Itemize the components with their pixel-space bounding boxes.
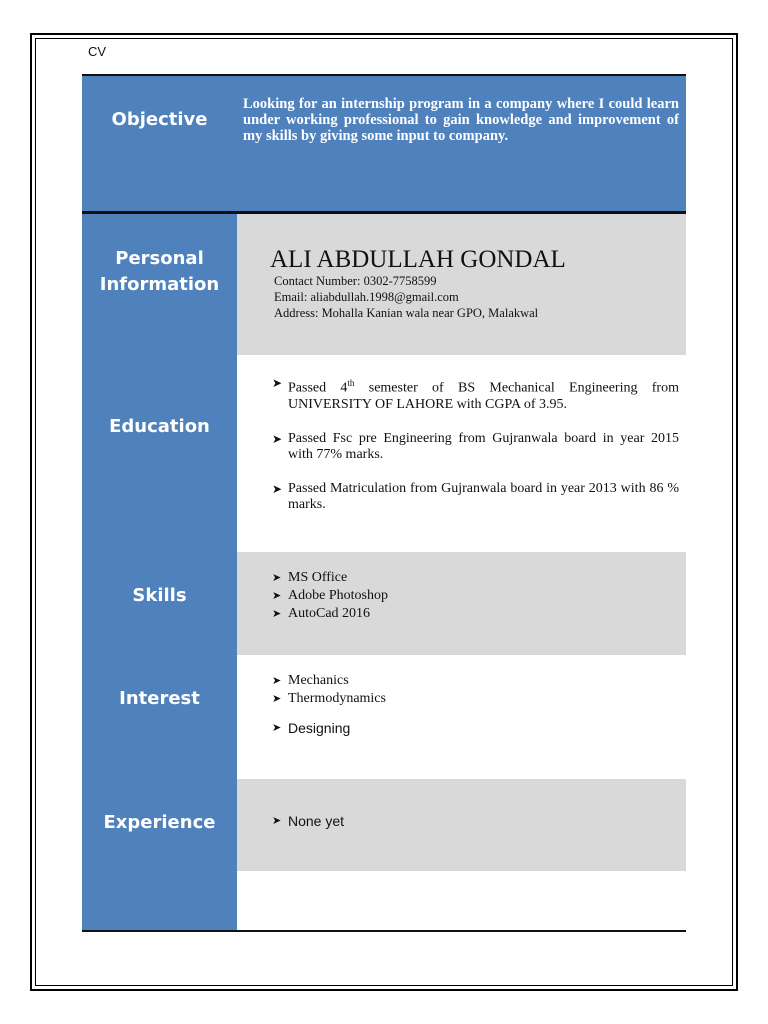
experience-heading: Experience (103, 812, 216, 833)
arrowhead-bullet-icon: ➤ (272, 721, 282, 734)
arrowhead-bullet-icon: ➤ (272, 607, 282, 620)
cv-label: CV (88, 44, 107, 59)
skills-heading: Skills (132, 585, 187, 606)
interest-item: ➤ Mechanics (272, 673, 349, 688)
experience-item: ➤ None yet (272, 813, 345, 829)
skill-item: ➤ MS Office (272, 570, 348, 585)
personal-info-heading-line1: Personal (115, 248, 204, 269)
objective-heading: Objective (111, 109, 208, 130)
skill-item: ➤ AutoCad 2016 (272, 606, 371, 621)
education-heading: Education (109, 416, 210, 437)
interest-list (272, 672, 386, 708)
education-item: ➤ Passed 4th semester of BS Mechanical Engineering from UNIVERSITY OF LAHORE with CGPA of 3.95. (272, 376, 679, 412)
arrowhead-bullet-icon: ➤ (272, 376, 283, 390)
interest-heading: Interest (119, 688, 200, 709)
education-item: ➤ Passed Matriculation from Gujranwala board in year 2013 with 86 % marks. (272, 480, 679, 512)
arrowhead-bullet-icon: ➤ (272, 431, 283, 446)
personal-info-heading (82, 246, 237, 298)
full-name: ALI ABDULLAH GONDAL (270, 246, 566, 273)
contact-number: Contact Number: 0302-7758599 (274, 274, 437, 288)
arrowhead-bullet-icon: ➤ (272, 814, 282, 827)
arrowhead-bullet-icon: ➤ (272, 481, 283, 496)
address-line: Address: Mohalla Kanian wala near GPO, Malakwal (274, 306, 539, 320)
interest-item: ➤ Thermodynamics (272, 691, 386, 706)
personal-info-heading-line2: Information (99, 274, 220, 295)
email-line: Email: aliabdullah.1998@gmail.com (274, 290, 459, 304)
arrowhead-bullet-icon: ➤ (272, 674, 282, 687)
arrowhead-bullet-icon: ➤ (272, 571, 282, 584)
arrowhead-bullet-icon: ➤ (272, 589, 282, 602)
education-list (272, 375, 679, 531)
bottom-rule (82, 930, 686, 932)
education-item: ➤ Passed Fsc pre Engineering from Gujranwala board in year 2015 with 77% marks. (272, 430, 679, 462)
interest-item: ➤ Designing (272, 720, 351, 736)
arrowhead-bullet-icon: ➤ (272, 692, 282, 705)
objective-text: Looking for an internship program in a company where I could learn under working professional to gain knowledge and improvement of my skills by giving some input to company. (243, 96, 679, 144)
skill-item: ➤ Adobe Photoshop (272, 588, 388, 603)
skills-list (272, 569, 388, 623)
